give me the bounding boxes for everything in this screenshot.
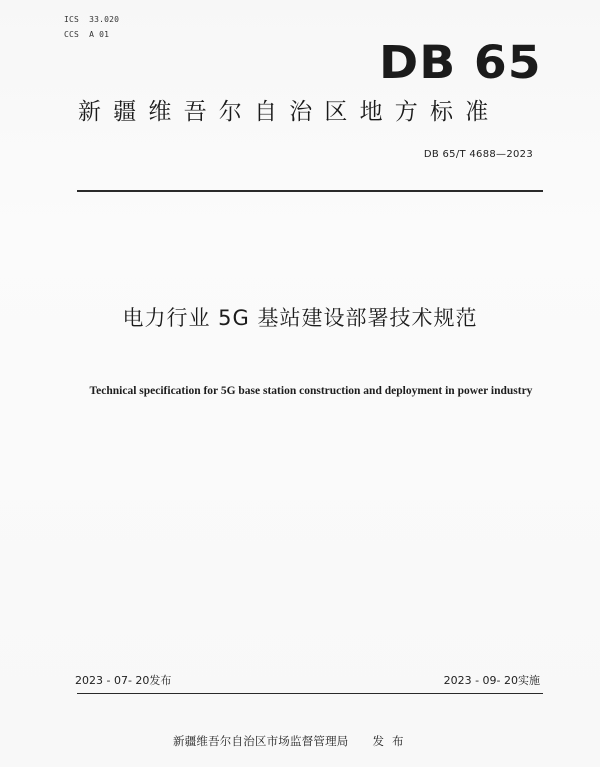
publisher xyxy=(173,733,412,749)
db-logo: DB 65 xyxy=(379,36,542,89)
publisher-name: 新疆维吾尔自治区市场监督管理局 xyxy=(173,734,349,748)
publisher-verb: 发布 xyxy=(372,734,412,748)
footer-divider xyxy=(77,693,543,694)
issue-date: 2023 - 07- 20发布 xyxy=(75,674,172,687)
implementation-date: 2023 - 09- 20实施 xyxy=(443,674,540,687)
classification-codes xyxy=(64,12,119,42)
standard-organization: 新疆维吾尔自治区地方标准 xyxy=(78,99,501,125)
standard-number: DB 65/T 4688—2023 xyxy=(423,149,533,160)
title-english: Technical specification for 5G base station construction and deployment in power industry xyxy=(89,385,533,397)
ics-code: ICS 33.020 xyxy=(64,15,120,24)
header-divider xyxy=(77,190,543,192)
ccs-code: CCS A 01 xyxy=(64,30,110,39)
title-chinese: 电力行业 5G 基站建设部署技术规范 xyxy=(122,306,478,330)
